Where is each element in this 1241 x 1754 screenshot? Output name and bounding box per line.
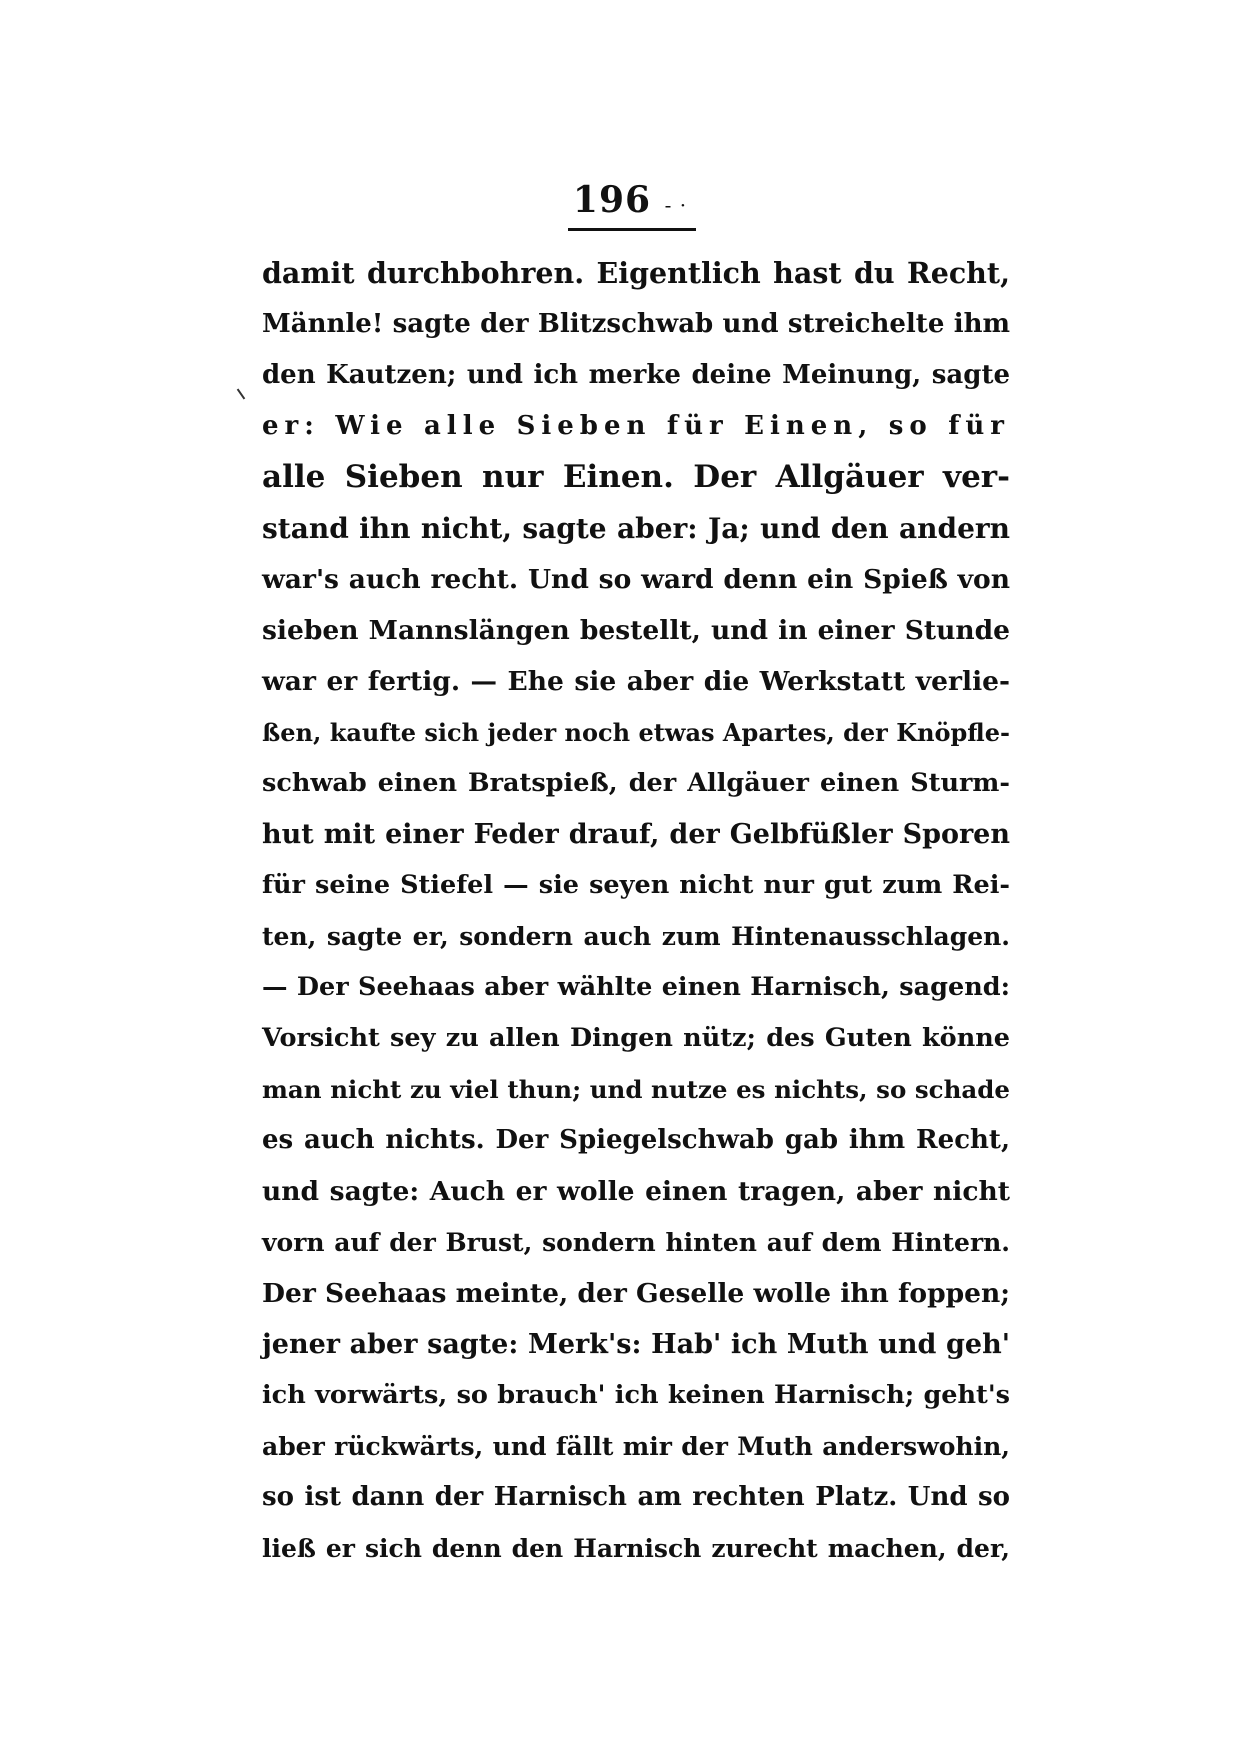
text-line: sieben Mannslängen bestellt, und in einer Stunde (262, 615, 1010, 646)
text-line: ich vorwärts, so brauch' ich keinen Harnisch; geht's (262, 1380, 1010, 1410)
text-line: stand ihn nicht, sagte aber: Ja; und den andern (262, 512, 1010, 545)
text-line: alle Sieben nur Einen. Der Allgäuer ver- (262, 459, 1010, 495)
text-line: Vorsicht sey zu allen Dingen nütz; des Guten könne (262, 1023, 1010, 1053)
page-header (560, 180, 700, 225)
text-line: Männle! sagte der Blitzschwab und streichelte ihm (262, 309, 1010, 339)
text-line: und sagte: Auch er wolle einen tragen, aber nicht (262, 1176, 1010, 1207)
text-line: Der Seehaas meinte, der Geselle wolle ihn foppen; (262, 1278, 1011, 1309)
text-line: für seine Stiefel — sie seyen nicht nur gut zum Rei- (262, 870, 1010, 900)
text-line: vorn auf der Brust, sondern hinten auf dem Hintern. (262, 1228, 1010, 1257)
page-number: 196 - · (572, 179, 688, 221)
text-line: den Kautzen; und ich merke deine Meinung, sagte (262, 360, 1010, 390)
text-line: ließ er sich denn den Harnisch zurecht machen, der, (262, 1534, 1010, 1563)
stray-ink-mark (237, 389, 246, 400)
body-text (262, 248, 1010, 1574)
text-line: war's auch recht. Und so ward denn ein Spieß von (262, 564, 1010, 595)
text-line: ten, sagte er, sondern auch zum Hintenausschlagen. (262, 922, 1010, 951)
text-line: es auch nichts. Der Spiegelschwab gab ihm Recht, (262, 1125, 1010, 1155)
text-line: aber rückwärts, und fällt mir der Muth anderswohin, (262, 1432, 1010, 1461)
text-line: man nicht zu viel thun; und nutze es nichts, so schade (262, 1075, 1010, 1104)
text-line: schwab einen Bratspieß, der Allgäuer einen Sturm- (262, 768, 1010, 798)
text-line: hut mit einer Feder drauf, der Gelbfüßler Sporen (262, 819, 1010, 850)
text-line: jener aber sagte: Merk's: Hab' ich Muth und geh' (262, 1329, 1010, 1360)
text-line: so ist dann der Harnisch am rechten Platz. Und so (262, 1482, 1010, 1512)
text-line: war er fertig. — Ehe sie aber die Werkstatt verlie- (262, 666, 1010, 697)
text-line: ßen, kaufte sich jeder noch etwas Apartes, der Knöpfle- (262, 718, 1010, 747)
text-line: — Der Seehaas aber wählte einen Harnisch, sagend: (262, 972, 1010, 1002)
text-line: er: Wie alle Sieben für Einen, so für (262, 411, 1010, 441)
text-line: damit durchbohren. Eigentlich hast du Recht, (262, 256, 1010, 290)
header-rule (568, 228, 696, 231)
